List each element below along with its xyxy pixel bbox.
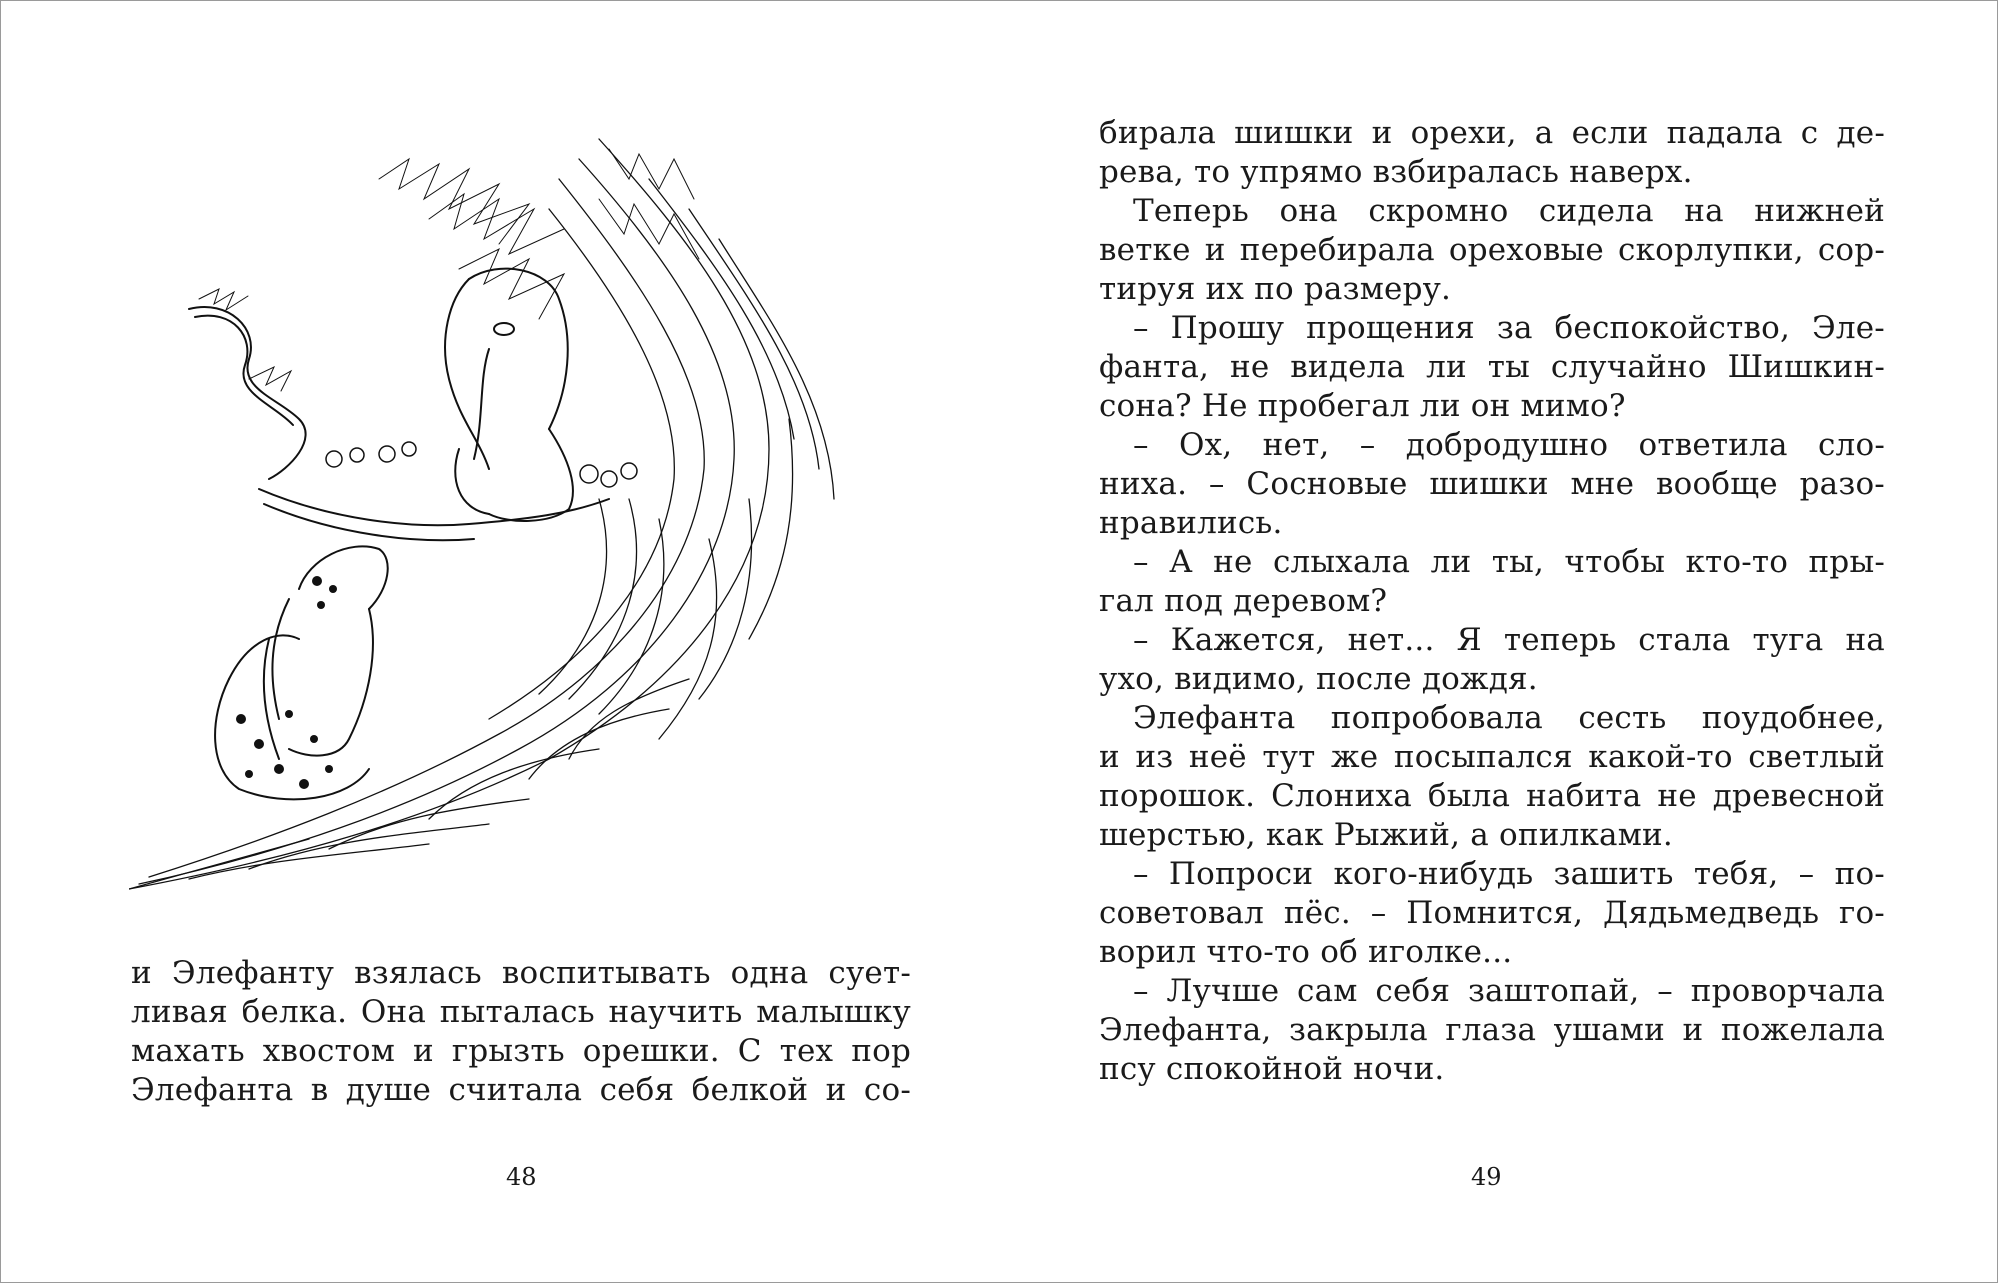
text-line: шерстью, как Рыжий, а опилками.	[1099, 817, 1673, 853]
text-line: ниха. – Сосновые шишки мне вообще разо-	[1099, 466, 1885, 502]
text-line: Элефанта в душе считала себя белкой и со-	[131, 1072, 911, 1108]
text-line: псу спокойной ночи.	[1099, 1051, 1445, 1087]
right-page	[1001, 1, 1999, 1282]
text-line: нравились.	[1099, 505, 1283, 541]
text-line: фанта, не видела ли ты случайно Шишкин-	[1099, 349, 1885, 385]
text-line: порошок. Слониха была набита не древесной	[1099, 778, 1885, 814]
text-line: – Кажется, нет... Я теперь стала туга на	[1133, 622, 1885, 658]
nuts-on-branch	[326, 442, 637, 487]
text-line: Теперь она скромно сидела на нижней	[1133, 193, 1885, 229]
text-line: советовал пёс. – Помнится, Дядьмедведь го-	[1099, 895, 1885, 931]
ink-illustration	[129, 119, 859, 894]
text-line: бирала шишки и орехи, а если падала с де-	[1099, 115, 1885, 151]
text-line: рева, то упрямо взбиралась наверх.	[1099, 154, 1693, 190]
text-line: ухо, видимо, после дождя.	[1099, 661, 1538, 697]
left-page-text	[131, 954, 911, 1110]
text-line: ветке и перебирала ореховые скорлупки, сор-	[1099, 232, 1885, 268]
text-line: и из неё тут же посыпался какой-то светлый	[1099, 739, 1885, 775]
text-line: тируя их по размеру.	[1099, 271, 1452, 307]
text-line: Элефанта, закрыла глаза ушами и пожелала	[1099, 1012, 1885, 1048]
dog-spots	[236, 576, 337, 789]
text-line: Элефанта попробовала сесть поудобнее,	[1133, 700, 1885, 736]
left-page	[1, 1, 1001, 1282]
foliage-scribble	[199, 149, 699, 391]
text-line: и Элефанту взялась воспитывать одна сует-	[131, 955, 911, 991]
text-line: – Попроси кого-нибудь зашить тебя, – по-	[1133, 856, 1885, 892]
text-line: гал под деревом?	[1099, 583, 1388, 619]
branch-left	[189, 307, 609, 540]
text-line: ливая белка. Она пыталась научить малышку	[131, 994, 911, 1030]
right-page-text	[1099, 114, 1885, 1089]
text-line: – Прошу прощения за беспокойство, Эле-	[1133, 310, 1885, 346]
dog-figure	[215, 546, 388, 799]
text-line: – Лучше сам себя заштопай, – проворчала	[1133, 973, 1885, 1009]
text-line: – Ох, нет, – добродушно ответила сло-	[1133, 427, 1885, 463]
text-line: ворил что-то об иголке...	[1099, 934, 1513, 970]
tree-trunk-hatching	[129, 139, 834, 889]
elephant-figure	[445, 269, 573, 521]
text-line: сона? Не пробегал ли он мимо?	[1099, 388, 1626, 424]
text-line: махать хвостом и грызть орешки. С тех пор	[131, 1033, 911, 1069]
page-number-left: 48	[506, 1163, 537, 1191]
text-line: – А не слыхала ли ты, чтобы кто-то пры-	[1133, 544, 1885, 580]
page-number-right: 49	[1471, 1163, 1502, 1191]
